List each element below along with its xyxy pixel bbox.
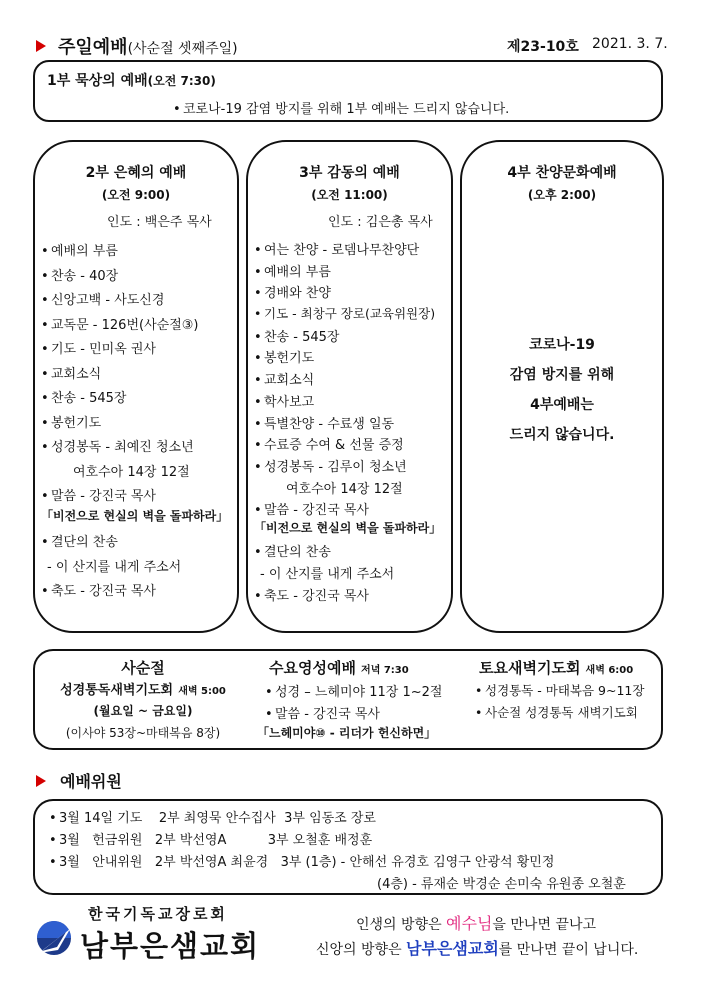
notice-line: 코로나-19 — [529, 337, 595, 353]
list-item — [41, 363, 228, 388]
list-item — [254, 585, 441, 607]
bullet-icon: • — [254, 588, 262, 604]
list-item — [254, 369, 441, 391]
motto-line2 — [316, 936, 638, 959]
church-logo-icon — [36, 920, 72, 956]
weekly-box — [33, 649, 663, 750]
bullet-icon: • — [254, 438, 262, 454]
service3-order — [254, 239, 441, 606]
page-title: 주일예배 — [58, 37, 128, 58]
list-item-text: 찬송 - 545장 — [51, 391, 127, 406]
bullet-icon: • — [49, 811, 57, 826]
list-item — [41, 314, 228, 339]
list-item — [41, 240, 228, 265]
list-item-text: 수료증 수여 & 선물 증정 — [264, 438, 404, 454]
committee-row — [49, 851, 626, 873]
saturday-heading — [475, 657, 644, 681]
issue-date: 2021. 3. 7. — [592, 36, 668, 52]
list-item-text: 여는 찬양 - 로뎀나무찬양단 — [264, 243, 420, 258]
list-item — [41, 485, 228, 507]
bullet-icon: • — [41, 535, 49, 550]
church-name: 남부은샘교회 — [80, 929, 261, 963]
committee-row-text: 3월 14일 기도 2부 최영묵 안수집사 3부 임동조 장로 — [59, 811, 376, 826]
service3-title: 3부 감동의 예배 — [299, 165, 400, 181]
bullet-icon: • — [41, 293, 49, 308]
bullet-icon: • — [49, 855, 57, 870]
list-item-text: 말씀 - 강진국 목사 — [51, 489, 156, 504]
service1-heading — [47, 70, 216, 90]
saturday-title: 토요새벽기도회 — [479, 659, 581, 677]
list-item-text: 교회소식 — [264, 373, 315, 389]
bullet-icon: • — [41, 415, 49, 431]
lent-range: (이사야 53장~마태복음 8장) — [65, 726, 221, 740]
list-item-text: 학사보고 — [264, 394, 315, 410]
sermon-title: 「비전으로 현실의 벽을 돌파하라」 — [41, 509, 229, 523]
list-item — [41, 531, 228, 556]
saturday-time: 새벽 6:00 — [585, 665, 634, 676]
bullet-icon: • — [41, 366, 49, 382]
list-item — [254, 282, 441, 304]
scripture-ref: 여호수아 14장 12절 — [286, 481, 403, 497]
list-item — [254, 541, 441, 563]
list-item-text: 사순절 성경통독 새벽기도회 — [485, 705, 638, 720]
list-item-text: 축도 - 강진국 목사 — [51, 584, 156, 599]
list-item-text: 성경통독 - 마태복음 9~11장 — [485, 683, 645, 698]
service4-title: 4부 찬양문화예배 — [507, 165, 617, 181]
list-item — [254, 239, 441, 261]
list-item — [254, 434, 441, 456]
list-item-text: 성경봉독 - 최예진 청소년 — [51, 440, 194, 455]
service3-leader: 인도 : 김은총 목사 — [328, 215, 433, 230]
bullet-icon: • — [41, 317, 49, 333]
motto-text: 인생의 방향은 — [356, 917, 447, 933]
notice-line: 4부예배는 — [530, 397, 594, 413]
list-item-text: 신앙고백 - 사도신경 — [51, 293, 165, 308]
list-item-text: 예배의 부름 — [264, 264, 331, 280]
bullet-icon: • — [49, 833, 57, 848]
bullet-icon: • — [254, 243, 262, 258]
notice-line: 감염 방지를 위해 — [509, 367, 615, 383]
header-title-block — [58, 33, 238, 59]
denomination-name: 한국기독교장로회 — [88, 905, 228, 923]
header-bullet-icon — [36, 40, 46, 52]
list-item-text: 교회소식 — [51, 366, 102, 382]
list-item-text: 찬송 - 40장 — [51, 268, 119, 284]
list-item-text: 봉헌기도 — [51, 415, 102, 431]
bullet-icon: • — [475, 683, 483, 698]
bullet-icon: • — [254, 545, 262, 561]
service1-note: 코로나-19 감염 방지를 위해 1부 예배는 드리지 않습니다. — [183, 102, 510, 117]
list-item-text: 결단의 찬송 — [264, 545, 331, 561]
list-item — [257, 681, 442, 703]
service2-order — [41, 240, 228, 605]
list-item — [254, 347, 441, 369]
service2-time: (오전 9:00) — [101, 188, 171, 202]
list-item — [41, 436, 228, 461]
wednesday-heading — [257, 657, 442, 681]
lent-days: (월요일 ~ 금요일) — [93, 704, 193, 718]
list-item — [254, 413, 441, 435]
page-subtitle: (사순절 셋째주일) — [127, 41, 238, 57]
list-item-text: 결단의 찬송 — [51, 535, 118, 550]
bullet-icon: • — [41, 440, 49, 455]
lent-time: 새벽 5:00 — [178, 686, 226, 697]
sermon-title: 「비전으로 현실의 벽을 돌파하라」 — [254, 521, 442, 536]
service2-leader: 인도 : 백은주 목사 — [107, 215, 212, 230]
list-item — [41, 338, 228, 363]
bullet-icon: • — [265, 685, 273, 700]
service4-notice — [462, 334, 662, 454]
committee-bullet-icon — [36, 775, 46, 787]
committee-row-text: 3월 안내위원 2부 박선영A 최윤경 3부 (1층) - 안해선 유경호 김영구 안광석 황민정 — [59, 855, 555, 870]
bullet-icon: • — [41, 268, 49, 284]
bullet-icon: • — [254, 264, 262, 280]
bullet-icon: • — [254, 394, 262, 410]
scripture-ref: 여호수아 14장 12절 — [73, 464, 190, 480]
list-item-text: 봉헌기도 — [264, 351, 315, 367]
bullet-icon: • — [254, 416, 262, 432]
list-item — [254, 456, 441, 478]
list-item — [475, 681, 644, 703]
list-item-text: 교독문 - 126번(사순절③) — [51, 317, 199, 333]
service2-box — [33, 140, 239, 633]
list-item-text: 기도 - 최창구 장로(교육위원장) — [264, 306, 436, 322]
committee-row-continued: (4층) - 류재순 박경순 손미숙 유원종 오철훈 — [377, 877, 626, 892]
motto-text: 를 만나면 끝이 납니다. — [498, 942, 639, 958]
list-item-text: 성경봉독 - 김루이 청소년 — [264, 459, 407, 475]
service4-time: (오후 2:00) — [527, 188, 597, 202]
list-item-text: 축도 - 강진국 목사 — [264, 588, 369, 604]
list-item-text: 예배의 부름 — [51, 244, 118, 259]
service1-note-row — [173, 98, 509, 117]
bullet-icon: • — [41, 391, 49, 406]
committee-row-text: 3월 헌금위원 2부 박선영A 3부 오철훈 배정훈 — [59, 833, 373, 848]
wednesday-section — [257, 657, 442, 741]
bullet-icon: • — [265, 707, 273, 722]
resolution-song: - 이 산지를 내게 주소서 — [47, 559, 182, 575]
list-item-text: 기도 - 민미옥 권사 — [51, 342, 156, 357]
committee-title: 예배위원 — [60, 772, 122, 791]
motto-highlight-church: 남부은샘교회 — [406, 939, 499, 958]
bullet-icon: • — [41, 244, 49, 259]
list-item — [254, 304, 441, 326]
lent-subtitle: 성경통독새벽기도회 — [60, 683, 174, 698]
list-item — [254, 326, 441, 348]
notice-line: 드리지 않습니다. — [509, 427, 615, 443]
list-item-text: 말씀 - 강진국 목사 — [264, 503, 369, 519]
service3-box — [246, 140, 453, 633]
bullet-icon: • — [254, 286, 262, 302]
list-item-text: 경배와 찬양 — [264, 286, 331, 302]
bullet-icon: • — [254, 306, 262, 322]
service1-time: (오전 7:30) — [147, 74, 216, 88]
service1-box — [33, 60, 663, 122]
lent-title: 사순절 — [121, 659, 165, 677]
list-item-text: 찬송 - 545장 — [264, 329, 340, 345]
list-item-text: 특별찬양 - 수료생 일동 — [264, 416, 395, 432]
list-item — [41, 265, 228, 290]
wednesday-title: 수요영성예배 — [269, 659, 356, 677]
list-item — [41, 289, 228, 314]
resolution-song: - 이 산지를 내게 주소서 — [260, 566, 395, 582]
lent-subtitle-row — [43, 679, 243, 702]
list-item — [254, 391, 441, 413]
bullet-icon: • — [41, 584, 49, 599]
saturday-section — [475, 657, 644, 725]
committee-box — [33, 799, 663, 895]
issue-number: 제23-10호 — [507, 39, 579, 55]
motto-highlight-jesus: 예수님 — [446, 914, 493, 933]
list-item — [41, 387, 228, 412]
bullet-icon: • — [254, 329, 262, 345]
committee-rows — [49, 807, 626, 892]
wednesday-time: 저녁 7:30 — [361, 665, 409, 676]
list-item — [41, 412, 228, 437]
bullet-icon: • — [173, 102, 181, 117]
bullet-icon: • — [254, 373, 262, 389]
list-item — [475, 703, 644, 725]
list-item — [257, 703, 442, 724]
bullet-icon: • — [41, 489, 49, 504]
list-item — [254, 499, 441, 519]
motto-line1 — [356, 911, 596, 934]
service3-time: (오전 11:00) — [311, 188, 388, 202]
service4-box — [460, 140, 664, 633]
service1-title: 1부 묵상의 예배 — [47, 73, 148, 89]
bullet-icon: • — [41, 342, 49, 357]
list-item — [254, 261, 441, 283]
service2-title: 2부 은혜의 예배 — [85, 165, 187, 181]
bullet-icon: • — [254, 503, 262, 519]
motto-text: 신앙의 방향은 — [316, 942, 407, 958]
committee-row — [49, 829, 626, 851]
bullet-icon: • — [475, 705, 483, 720]
lent-section — [43, 657, 243, 741]
list-item-text: 성경 – 느헤미야 11장 1~2절 — [275, 685, 443, 700]
committee-row — [49, 807, 626, 829]
list-item-text: 말씀 - 강진국 목사 — [275, 707, 380, 722]
motto-text: 을 만나면 끝나고 — [492, 917, 596, 933]
bullet-icon: • — [254, 459, 262, 475]
wednesday-sermon-title: 「느헤미야⑩ - 리더가 헌신하면」 — [257, 726, 437, 740]
list-item — [41, 580, 228, 605]
bullet-icon: • — [254, 351, 262, 367]
